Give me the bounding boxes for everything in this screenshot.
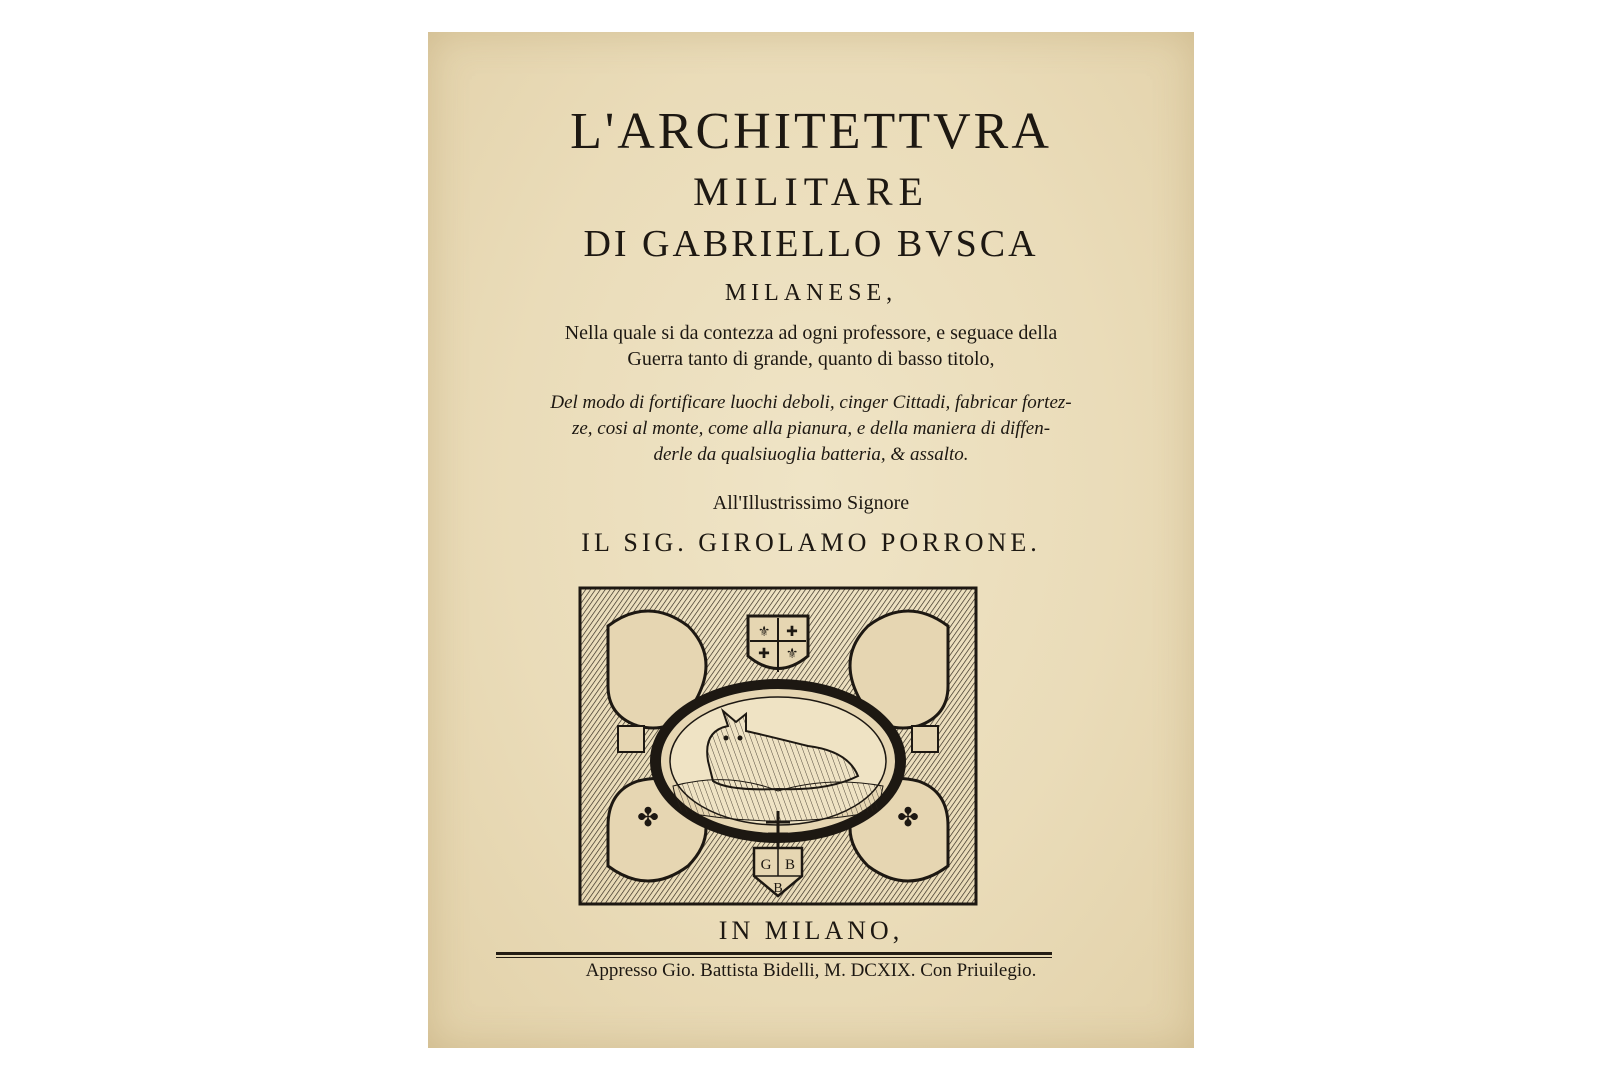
printer-emblem-icon (578, 586, 978, 906)
book-author-origin: MILANESE, (724, 280, 898, 306)
book-subtitle-militare: MILITARE (693, 169, 929, 214)
svg-text:✚: ✚ (758, 646, 770, 662)
italic-description-line: Del modo di fortificare luochi deboli, cinger Cittadi, fabricar fortez- (550, 392, 1072, 413)
imprint-city: IN MILANO, (718, 916, 904, 945)
italic-description-line: ze, cosi al monte, come alla pianura, e della maniera di diffen- (571, 418, 1051, 439)
svg-text:✚: ✚ (786, 624, 798, 640)
emblem-initial: B (784, 857, 796, 873)
emblem-initial: B (773, 881, 783, 896)
book-author: DI GABRIELLO BVSCA (583, 223, 1039, 265)
dedication-line: All'Illustrissimo Signore (712, 492, 910, 514)
dedicatee-name: IL SIG. GIROLAMO PORRONE. (581, 528, 1041, 557)
book-title-page (428, 32, 1194, 1048)
description-line: Guerra tanto di grande, quanto di basso titolo, (627, 348, 995, 370)
svg-text:⚜: ⚜ (757, 624, 771, 640)
italic-description-line: derle da qualsiuoglia batteria, & assalto. (653, 444, 969, 465)
emblem-initial: G (760, 857, 772, 873)
imprint-divider (496, 952, 1052, 955)
svg-text:✤: ✤ (897, 803, 919, 833)
book-title: L'ARCHITETTVRA (570, 103, 1052, 160)
description-line: Nella quale si da contezza ad ogni professore, e seguace della (564, 322, 1058, 344)
svg-text:⚜: ⚜ (785, 646, 799, 662)
imprint-divider-thin (496, 957, 1052, 958)
svg-text:✤: ✤ (637, 803, 659, 833)
imprint-line: Appresso Gio. Battista Bidelli, M. DCXIX. Con Priuilegio. (585, 960, 1037, 981)
